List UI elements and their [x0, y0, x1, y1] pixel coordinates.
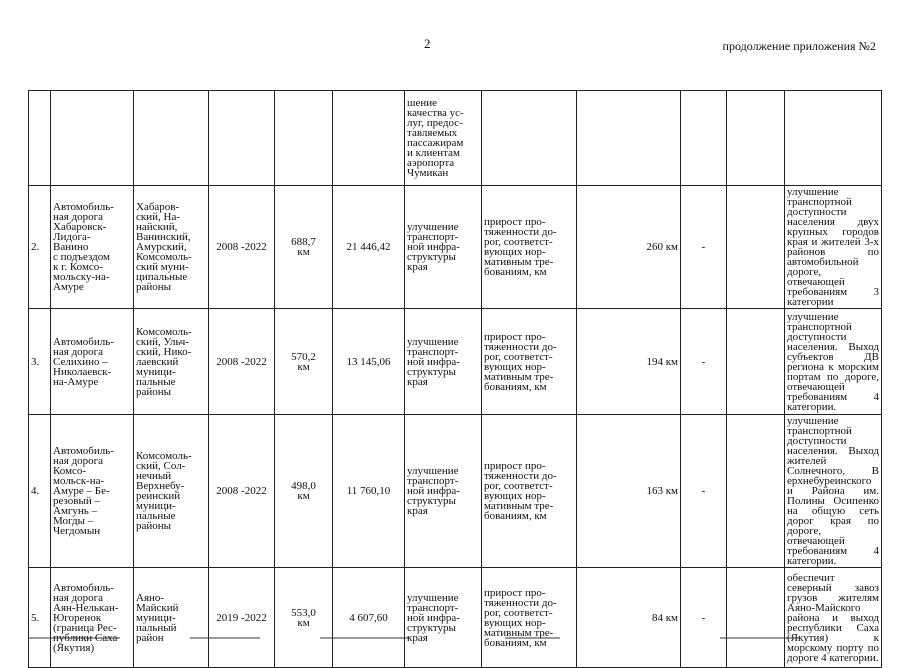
- cell-value1: [577, 91, 681, 186]
- table-continuation-lines: [0, 633, 905, 640]
- continuation-label: продолжение приложения №2: [722, 39, 876, 53]
- cell-spacer: [727, 91, 785, 186]
- table-row: [29, 309, 882, 415]
- cell-cost: 4 607,60: [333, 568, 405, 668]
- cell-cost: 13 145,06: [333, 309, 405, 415]
- cell-value1: 163 км: [577, 415, 681, 568]
- cell-object: [51, 91, 134, 186]
- cell-spacer: [727, 568, 785, 668]
- cell-cost: 21 446,42: [333, 186, 405, 309]
- cell-length: 498,0 км: [275, 415, 333, 568]
- cell-period: [209, 91, 275, 186]
- cell-effect: улучшение транспортной доступности населения двух крупных городов края и жителей 3-х районов по автомобильной дороге, отвечающей требованиям 3 категории: [785, 186, 882, 309]
- cell-indicator: [482, 91, 577, 186]
- cell-goal: улучшение транспорт- ной инфра- структуры края: [405, 415, 482, 568]
- cell-spacer: [727, 309, 785, 415]
- cell-num: [29, 91, 51, 186]
- cell-effect: улучшение транспортной доступности населения. Выход жителей Солнечного, В ерхнебуреинского и Района им. Полины Осипенко на общую сеть дорог края по дороге, отвечающей требованиям 4 категории.: [785, 415, 882, 568]
- cell-length: 688,7 км: [275, 186, 333, 309]
- cell-goal: улучшение транспорт- ной инфра- структуры края: [405, 568, 482, 668]
- cell-effect: [785, 91, 882, 186]
- cell-goal: улучшение транспорт- ной инфра- структуры края: [405, 186, 482, 309]
- cell-period: 2019 -2022: [209, 568, 275, 668]
- table-row: [29, 186, 882, 309]
- cell-period: 2008 -2022: [209, 309, 275, 415]
- cell-value2: -: [681, 309, 727, 415]
- cell-effect: улучшение транспортной доступности населения. Выход субъектов ДВ региона к морским портам по дороге, отвечающей требованиям 4 категории.: [785, 309, 882, 415]
- cell-districts: Аяно- Майский муници- пальный район: [134, 568, 209, 668]
- cell-indicator: прирост про- тяженности до- рог, соответст- вующих нор- мативным тре- бованиям, км: [482, 309, 577, 415]
- cell-num: 2.: [29, 186, 51, 309]
- cell-cost: 11 760,10: [333, 415, 405, 568]
- cell-object: Автомобиль- ная дорога Аян-Нелькан- Югоренок (граница Рес- публики Саха (Якутия): [51, 568, 134, 668]
- cell-object: Автомобиль- ная дорога Комсо- мольск-на- Амуре – Бе- резовый – Амгунь – Могды – Чегдомын: [51, 415, 134, 568]
- cell-districts: Комсомоль- ский, Ульч- ский, Нико- лаевский муници- пальные районы: [134, 309, 209, 415]
- cell-goal: шение качества ус- луг, предос- тавляемых пассажирам и клиентам аэропорта Чумикан: [405, 91, 482, 186]
- cell-value2: [681, 91, 727, 186]
- table-row: [29, 415, 882, 568]
- cell-length: [275, 91, 333, 186]
- table-row: [29, 568, 882, 668]
- cell-num: 3.: [29, 309, 51, 415]
- cell-length: 570,2 км: [275, 309, 333, 415]
- cell-goal: улучшение транспорт- ной инфра- структуры края: [405, 309, 482, 415]
- cell-value2: -: [681, 415, 727, 568]
- cell-indicator: прирост про- тяженности до- рог, соответст- вующих нор- мативным тре- бованиям, км: [482, 415, 577, 568]
- cell-cost: [333, 91, 405, 186]
- cell-object: Автомобиль- ная дорога Селихино – Николаевск- на-Амуре: [51, 309, 134, 415]
- cell-value1: 84 км: [577, 568, 681, 668]
- cell-indicator: прирост про- тяженности до- рог, соответст- вующих нор- мативным тре- бованиям, км: [482, 186, 577, 309]
- cell-spacer: [727, 186, 785, 309]
- cell-period: 2008 -2022: [209, 415, 275, 568]
- cell-districts: Хабаров- ский, На- найский, Ванинский, Амурский, Комсомоль- ский муни- ципальные районы: [134, 186, 209, 309]
- cell-value2: -: [681, 568, 727, 668]
- table-row: [29, 91, 882, 186]
- cell-value1: 194 км: [577, 309, 681, 415]
- cell-length: 553,0 км: [275, 568, 333, 668]
- cell-districts: Комсомоль- ский, Сол- нечный Верхнебу- реинский муници- пальные районы: [134, 415, 209, 568]
- cell-spacer: [727, 415, 785, 568]
- page-number: 2: [424, 36, 431, 51]
- cell-period: 2008 -2022: [209, 186, 275, 309]
- cell-value1: 260 км: [577, 186, 681, 309]
- cell-indicator: прирост про- тяженности до- рог, соответст- вующих нор- мативным тре- бованиям, км: [482, 568, 577, 668]
- projects-table: [28, 90, 882, 668]
- cell-value2: -: [681, 186, 727, 309]
- cell-object: Автомобиль- ная дорога Хабаровск- Лидога- Ванино с подъездом к г. Комсо- мольску-на- Амуре: [51, 186, 134, 309]
- cell-num: 4.: [29, 415, 51, 568]
- cell-effect: обеспечит северный завоз грузов жителям Аяно-Майского района и выход республики Саха (Якутия) к морскому порту по дороге 4 категории.: [785, 568, 882, 668]
- cell-districts: [134, 91, 209, 186]
- cell-num: 5.: [29, 568, 51, 668]
